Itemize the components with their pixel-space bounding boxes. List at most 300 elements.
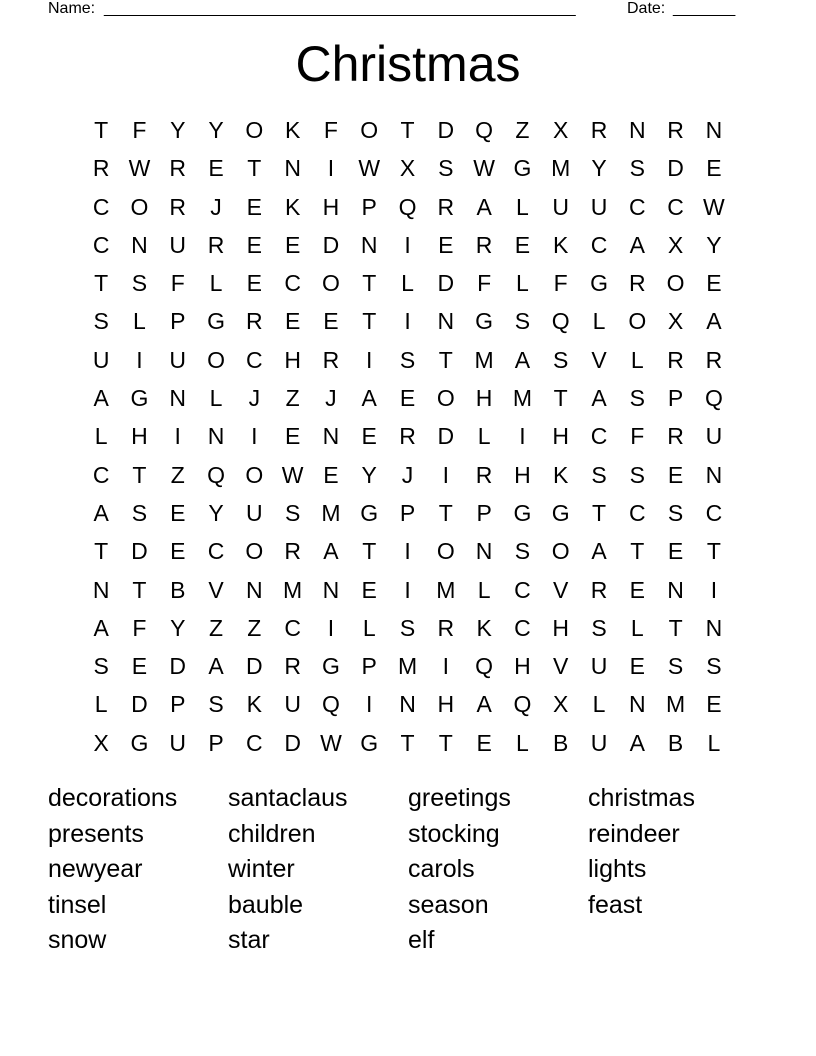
grid-cell: G xyxy=(130,729,149,756)
grid-cell: S xyxy=(591,614,607,641)
grid-cell: F xyxy=(132,614,147,641)
grid-cell: O xyxy=(245,538,264,565)
grid-cell: E xyxy=(706,155,722,182)
grid-cell: D xyxy=(437,117,455,143)
grid-cell: D xyxy=(667,155,684,182)
grid-cell: L xyxy=(477,423,491,450)
grid-cell: I xyxy=(251,423,258,450)
grid-cell: E xyxy=(284,231,301,258)
grid-cell: C xyxy=(92,231,110,258)
grid-cell: N xyxy=(399,691,416,718)
grid-cell: S xyxy=(514,308,531,335)
grid-cell: Y xyxy=(170,614,186,641)
grid-cell: O xyxy=(551,538,570,565)
grid-cell: F xyxy=(132,117,147,143)
grid-cell: E xyxy=(323,308,339,335)
word-list-item: feast xyxy=(588,890,643,919)
grid-cell: Z xyxy=(247,614,262,641)
grid-cell: W xyxy=(320,729,342,756)
word-list-item: carols xyxy=(408,855,475,884)
word-list-item: tinsel xyxy=(48,890,107,919)
grid-cell: M xyxy=(397,653,418,680)
grid-cell: R xyxy=(590,576,608,603)
grid-cell: K xyxy=(553,461,569,488)
grid-cell: W xyxy=(358,155,381,182)
grid-cell: U xyxy=(246,499,263,526)
grid-cell: L xyxy=(362,614,376,641)
word-list-item: snow xyxy=(48,926,107,955)
grid-cell: I xyxy=(366,346,373,373)
grid-cell: R xyxy=(437,193,455,220)
grid-cell: C xyxy=(667,193,684,220)
grid-cell: A xyxy=(706,308,722,335)
grid-cell: C xyxy=(628,499,646,526)
grid-cell: A xyxy=(591,538,607,565)
grid-cell: I xyxy=(442,461,450,488)
header xyxy=(48,0,748,20)
grid-cell: F xyxy=(630,423,645,450)
grid-cell: K xyxy=(476,614,492,641)
grid-cell: N xyxy=(628,691,646,718)
grid-cell: P xyxy=(208,729,224,756)
grid-cell: S xyxy=(131,270,148,297)
grid-cell: E xyxy=(514,231,531,258)
grid-cell: N xyxy=(169,385,187,412)
grid-cell: Y xyxy=(208,117,224,143)
grid-cell: R xyxy=(284,653,301,680)
grid-cell: R xyxy=(284,538,301,565)
grid-cell: G xyxy=(360,499,379,526)
grid-cell: N xyxy=(246,576,263,603)
grid-cell: B xyxy=(170,576,186,603)
grid-cell: N xyxy=(322,576,340,603)
grid-cell: Q xyxy=(475,117,494,143)
word-list-item: stocking xyxy=(408,819,500,848)
grid-cell: A xyxy=(629,231,645,258)
grid-cell: R xyxy=(667,423,684,450)
grid-cell: E xyxy=(667,538,684,565)
grid-cell: R xyxy=(667,117,684,143)
grid-cell: S xyxy=(208,691,224,718)
word-list-item: newyear xyxy=(48,855,143,884)
grid-cell: F xyxy=(477,270,492,297)
grid-cell: H xyxy=(284,346,301,373)
grid-cell: N xyxy=(360,231,378,258)
grid-cell: A xyxy=(93,499,109,526)
grid-cell: N xyxy=(284,155,301,182)
grid-cell: R xyxy=(246,308,263,335)
grid-cell: R xyxy=(92,155,110,182)
grid-cell: R xyxy=(628,270,646,297)
grid-cell: R xyxy=(590,117,608,143)
word-list-item: elf xyxy=(408,926,435,955)
grid-cell: E xyxy=(208,155,224,182)
grid-cell: K xyxy=(284,117,301,143)
word-list-item: reindeer xyxy=(588,819,680,848)
grid-cell: H xyxy=(552,614,570,641)
grid-cell: S xyxy=(553,346,569,373)
grid-cell: E xyxy=(170,499,186,526)
grid-cell: H xyxy=(514,653,531,680)
grid-cell: C xyxy=(284,270,301,297)
grid-cell: A xyxy=(93,385,109,412)
word-list-item: decorations xyxy=(48,784,178,812)
grid-cell: N xyxy=(628,117,646,143)
grid-cell: N xyxy=(667,576,684,603)
grid-cell: M xyxy=(321,499,341,526)
grid-cell: E xyxy=(399,385,416,412)
grid-cell: O xyxy=(436,385,455,412)
grid-cell: I xyxy=(136,346,143,373)
word-list-item: greetings xyxy=(408,784,511,812)
grid-cell: X xyxy=(667,308,684,335)
grid-cell: T xyxy=(400,117,415,143)
grid-cell: N xyxy=(92,576,110,603)
grid-cell: P xyxy=(399,499,416,526)
grid-cell: X xyxy=(667,231,684,258)
grid-cell: G xyxy=(590,270,608,297)
grid-cell: R xyxy=(667,346,684,373)
grid-cell: T xyxy=(94,270,109,297)
grid-cell: A xyxy=(476,193,492,220)
grid-cell: E xyxy=(706,270,722,297)
grid-cell: T xyxy=(362,538,377,565)
grid-cell: N xyxy=(207,423,225,450)
grid-cell: L xyxy=(592,308,606,335)
grid-cell: U xyxy=(590,193,608,220)
grid-cell: H xyxy=(131,423,148,450)
grid-cell: I xyxy=(404,538,411,565)
grid-cell: E xyxy=(170,538,186,565)
grid-cell: I xyxy=(327,614,335,641)
grid-cell: I xyxy=(710,576,718,603)
grid-cell: A xyxy=(208,653,224,680)
grid-cell: Q xyxy=(398,193,417,220)
grid-cell: T xyxy=(132,461,147,488)
grid-cell: U xyxy=(705,423,723,450)
grid-cell: E xyxy=(323,461,339,488)
grid-cell: K xyxy=(553,231,569,258)
grid-cell: Q xyxy=(551,308,570,335)
grid-cell: C xyxy=(590,423,608,450)
grid-cell: D xyxy=(131,691,148,718)
grid-cell: Y xyxy=(706,231,722,258)
grid-cell: N xyxy=(705,614,723,641)
grid-cell: C xyxy=(92,461,110,488)
grid-cell: N xyxy=(705,461,723,488)
word-list-item: christmas xyxy=(588,784,695,812)
grid-cell: T xyxy=(132,576,147,603)
grid-cell: D xyxy=(437,423,455,450)
grid-cell: L xyxy=(707,729,721,756)
grid-cell: L xyxy=(516,193,529,220)
grid-cell: E xyxy=(246,193,262,220)
grid-cell: C xyxy=(590,231,608,258)
grid-cell: C xyxy=(514,614,531,641)
grid-cell: Q xyxy=(513,691,532,718)
grid-cell: L xyxy=(94,423,108,450)
word-list-item: winter xyxy=(228,855,295,884)
grid-cell: L xyxy=(592,691,606,718)
grid-cell: R xyxy=(207,231,225,258)
word-list-item: season xyxy=(408,890,489,919)
grid-cell: S xyxy=(667,653,684,680)
grid-cell: D xyxy=(437,270,455,297)
grid-cell: P xyxy=(170,691,186,718)
grid-cell: P xyxy=(476,499,492,526)
grid-cell: S xyxy=(706,653,722,680)
grid-cell: X xyxy=(553,117,569,143)
grid-cell: Z xyxy=(285,385,300,412)
grid-cell: F xyxy=(323,117,338,143)
grid-cell: S xyxy=(284,499,301,526)
grid-cell: G xyxy=(321,653,340,680)
grid-cell: U xyxy=(92,346,110,373)
grid-cell: C xyxy=(705,499,723,526)
grid-cell: R xyxy=(399,423,416,450)
grid-cell: S xyxy=(629,461,645,488)
grid-cell: G xyxy=(551,499,570,526)
grid-cell: R xyxy=(169,193,187,220)
grid-cell: D xyxy=(284,729,301,756)
grid-cell: L xyxy=(516,270,529,297)
grid-cell: E xyxy=(246,231,262,258)
grid-cell: I xyxy=(327,155,335,182)
grid-cell: O xyxy=(321,270,340,297)
grid-cell: O xyxy=(245,117,264,143)
grid-cell: O xyxy=(666,270,685,297)
grid-cell: O xyxy=(628,308,647,335)
grid-cell: H xyxy=(475,385,493,412)
grid-cell: O xyxy=(436,538,455,565)
grid-cell: T xyxy=(247,155,262,182)
grid-cell: N xyxy=(322,423,340,450)
grid-cell: T xyxy=(400,729,415,756)
grid-cell: H xyxy=(437,691,455,718)
date-blank-line: _______ xyxy=(673,0,736,17)
grid-cell: Y xyxy=(361,461,377,488)
grid-cell: G xyxy=(207,308,225,335)
word-list xyxy=(48,780,768,958)
grid-cell: A xyxy=(323,538,339,565)
grid-cell: D xyxy=(322,231,340,258)
grid-cell: X xyxy=(553,691,569,718)
grid-cell: E xyxy=(438,231,454,258)
grid-cell: E xyxy=(361,423,377,450)
grid-cell: Q xyxy=(321,691,340,718)
grid-cell: L xyxy=(94,691,108,718)
grid-cell: V xyxy=(553,576,569,603)
grid-cell: W xyxy=(703,193,725,220)
grid-cell: S xyxy=(131,499,148,526)
grid-cell: T xyxy=(438,729,453,756)
grid-cell: E xyxy=(284,423,301,450)
grid-cell: G xyxy=(130,385,149,412)
grid-cell: E xyxy=(246,270,262,297)
grid-cell: L xyxy=(516,729,529,756)
grid-cell: U xyxy=(284,691,301,718)
grid-cell: X xyxy=(399,155,416,182)
grid-cell: E xyxy=(629,576,645,603)
grid-cell: S xyxy=(93,653,109,680)
grid-cell: W xyxy=(473,155,495,182)
grid-cell: T xyxy=(438,346,453,373)
grid-cell: V xyxy=(553,653,569,680)
grid-cell: R xyxy=(437,614,455,641)
grid-cell: E xyxy=(361,576,377,603)
grid-cell: P xyxy=(170,308,186,335)
grid-cell: G xyxy=(360,729,379,756)
name-label: Name: xyxy=(48,0,96,17)
grid-cell: J xyxy=(210,193,222,220)
grid-cell: E xyxy=(629,653,645,680)
grid-cell: E xyxy=(131,653,148,680)
name-blank-line: _____________________________________________________ xyxy=(104,0,576,17)
grid-cell: W xyxy=(281,461,304,488)
grid-cell: Q xyxy=(475,653,494,680)
grid-cell: L xyxy=(209,270,223,297)
grid-cell: H xyxy=(552,423,570,450)
grid-cell: C xyxy=(514,576,531,603)
grid-cell: M xyxy=(474,346,494,373)
grid-cell: T xyxy=(438,499,453,526)
grid-cell: M xyxy=(551,155,571,182)
grid-cell: V xyxy=(591,346,607,373)
grid-cell: C xyxy=(92,193,110,220)
grid-cell: L xyxy=(630,614,644,641)
grid-cell: I xyxy=(366,691,373,718)
grid-cell: S xyxy=(629,385,645,412)
grid-cell: T xyxy=(706,538,721,565)
grid-cell: S xyxy=(629,155,645,182)
grid-cell: B xyxy=(667,729,684,756)
grid-cell: I xyxy=(404,576,411,603)
grid-cell: K xyxy=(246,691,262,718)
grid-cell: S xyxy=(399,614,416,641)
grid-cell: C xyxy=(628,193,646,220)
grid-cell: T xyxy=(94,538,109,565)
grid-cell: D xyxy=(169,653,187,680)
grid-cell: R xyxy=(475,231,493,258)
grid-cell: Z xyxy=(170,461,185,488)
grid-cell: E xyxy=(706,691,722,718)
grid-cell: I xyxy=(174,423,181,450)
grid-cell: U xyxy=(590,729,608,756)
grid-cell: T xyxy=(362,270,377,297)
grid-cell: Y xyxy=(208,499,224,526)
grid-cell: S xyxy=(667,499,684,526)
grid-cell: A xyxy=(591,385,607,412)
grid-cell: Q xyxy=(207,461,225,488)
grid-cell: R xyxy=(705,346,723,373)
grid-cell: A xyxy=(629,729,645,756)
grid-cell: M xyxy=(666,691,686,718)
grid-cell: S xyxy=(399,346,416,373)
grid-cell: L xyxy=(133,308,146,335)
grid-cell: J xyxy=(248,385,261,412)
grid-cell: M xyxy=(436,576,456,603)
grid-cell: A xyxy=(476,691,492,718)
word-list-item: lights xyxy=(588,855,647,884)
grid-cell: S xyxy=(514,538,531,565)
word-list-item: star xyxy=(228,926,270,955)
word-list-item: children xyxy=(228,819,316,848)
grid-cell: T xyxy=(94,117,109,143)
grid-cell: C xyxy=(207,538,225,565)
grid-cell: S xyxy=(591,461,607,488)
grid-cell: O xyxy=(207,346,225,373)
grid-cell: U xyxy=(169,346,187,373)
word-list-item: presents xyxy=(48,819,144,848)
grid-cell: S xyxy=(93,308,109,335)
grid-cell: G xyxy=(513,499,532,526)
grid-cell: R xyxy=(169,155,187,182)
grid-cell: I xyxy=(404,231,411,258)
grid-cell: U xyxy=(169,729,187,756)
grid-cell: V xyxy=(208,576,224,603)
grid-cell: C xyxy=(284,614,301,641)
grid-cell: U xyxy=(552,193,570,220)
grid-cell: P xyxy=(361,193,377,220)
grid-cell: M xyxy=(512,385,532,412)
grid-cell: K xyxy=(284,193,301,220)
grid-cell: T xyxy=(630,538,645,565)
date-label: Date: xyxy=(627,0,666,17)
grid-cell: I xyxy=(404,308,411,335)
grid-cell: P xyxy=(667,385,684,412)
grid-cell: D xyxy=(246,653,263,680)
grid-cell: N xyxy=(131,231,148,258)
grid-cell: R xyxy=(475,461,493,488)
grid-cell: X xyxy=(93,729,109,756)
grid-cell: J xyxy=(325,385,337,412)
grid-cell: S xyxy=(438,155,454,182)
grid-cell: Y xyxy=(591,155,607,182)
word-list-item: bauble xyxy=(228,890,304,919)
grid-cell: E xyxy=(284,308,301,335)
grid-cell: C xyxy=(246,346,263,373)
grid-cell: P xyxy=(361,653,377,680)
puzzle-title: Christmas xyxy=(295,36,521,92)
grid-cell: Q xyxy=(704,385,723,412)
grid-cell: A xyxy=(93,614,109,641)
grid-cell: A xyxy=(514,346,531,373)
grid-cell: N xyxy=(475,538,493,565)
grid-cell: T xyxy=(553,385,568,412)
grid-cell: U xyxy=(169,231,187,258)
grid-cell: N xyxy=(437,308,455,335)
grid-cell: L xyxy=(630,346,644,373)
grid-cell: W xyxy=(128,155,151,182)
grid-cell: B xyxy=(553,729,569,756)
grid-cell: E xyxy=(667,461,684,488)
grid-cell: T xyxy=(362,308,377,335)
grid-cell: I xyxy=(442,653,450,680)
grid-cell: J xyxy=(401,461,414,488)
grid-cell: L xyxy=(209,385,223,412)
grid-cell: H xyxy=(514,461,531,488)
grid-cell: A xyxy=(361,385,377,412)
grid-cell: T xyxy=(668,614,683,641)
grid-cell: L xyxy=(401,270,414,297)
grid-cell: F xyxy=(553,270,568,297)
grid-cell: Z xyxy=(515,117,530,143)
grid-cell: H xyxy=(322,193,340,220)
grid-cell: F xyxy=(170,270,185,297)
grid-cell: D xyxy=(131,538,148,565)
grid-cell: O xyxy=(245,461,264,488)
grid-cell: T xyxy=(591,499,607,526)
